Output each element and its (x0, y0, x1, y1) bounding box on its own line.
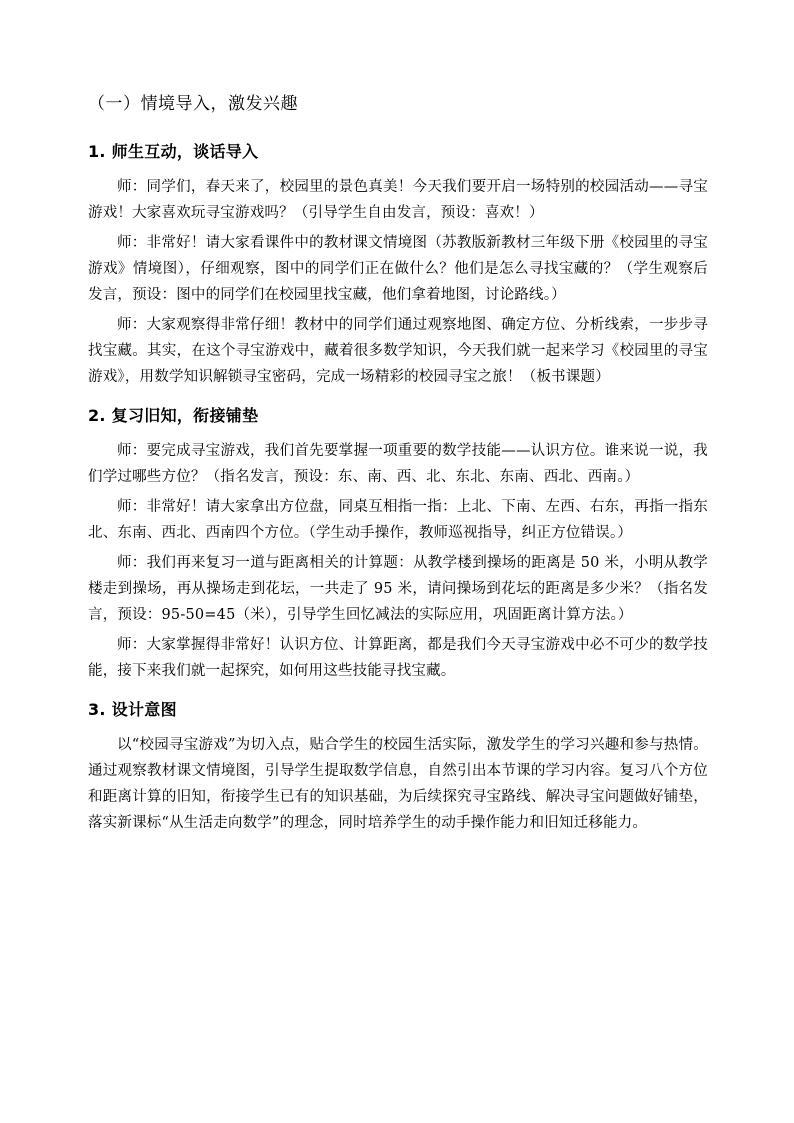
paragraph: 师：非常好！请大家看课件中的教材课文情境图（苏教版新教材三年级下册《校园里的寻宝游戏》情境图），仔细观察，图中的同学们正在做什么？他们是怎么寻找宝藏的？（学生观察后发言，预设：图中的同学们在校园里找宝藏，他们拿着地图，讨论路线。） (88, 235, 708, 303)
subsection-2 (88, 404, 708, 684)
paragraph: 师：大家掌握得非常好！认识方位、计算距离，都是我们今天寻宝游戏中必不可少的数学技能，接下来我们就一起探究，如何用这些技能寻找宝藏。 (88, 637, 708, 679)
paragraph: 师：同学们，春天来了，校园里的景色真美！今天我们要开启一场特别的校园活动——寻宝游戏！大家喜欢玩寻宝游戏吗？（引导学生自由发言，预设：喜欢！） (88, 179, 708, 221)
subsection-title: 1. 师生互动，谈话导入 (88, 142, 259, 161)
paragraph: 师：非常好！请大家拿出方位盘，同桌互相指一指：上北、下南、左西、右东，再指一指东北、东南、西北、西南四个方位。（学生动手操作，教师巡视指导，纠正方位错误。） (88, 499, 708, 541)
subsection-title: 2. 复习旧知，衔接铺垫 (88, 406, 259, 425)
section-heading: （一）情境导入，激发兴趣 (88, 94, 298, 114)
document-page (88, 92, 708, 850)
subsection-3 (88, 698, 708, 836)
subsection-1 (88, 140, 708, 390)
subsection-title: 3. 设计意图 (88, 700, 177, 719)
paragraph: 以“校园寻宝游戏”为切入点，贴合学生的校园生活实际，激发学生的学习兴趣和参与热情。通过观察教材课文情境图，引导学生提取数学信息，自然引出本节课的学习内容。复习八个方位和距离计算的旧知，衔接学生已有的知识基础，为后续探究寻宝路线、解决寻宝问题做好铺垫，落实新课标“从生活走向数学”的理念，同时培养学生的动手操作能力和旧知迁移能力。 (88, 737, 708, 831)
paragraph: 师：要完成寻宝游戏，我们首先要掌握一项重要的数学技能——认识方位。谁来说一说，我们学过哪些方位？（指名发言，预设：东、南、西、北、东北、东南、西北、西南。） (88, 443, 708, 485)
paragraph: 师：大家观察得非常仔细！教材中的同学们通过观察地图、确定方位、分析线索，一步步寻找宝藏。其实，在这个寻宝游戏中，藏着很多数学知识，今天我们就一起来学习《校园里的寻宝游戏》，用数学知识解锁寻宝密码，完成一场精彩的校园寻宝之旅！（板书课题） (88, 317, 708, 385)
paragraph: 师：我们再来复习一道与距离相关的计算题：从教学楼到操场的距离是 50 米，小明从教学楼走到操场，再从操场走到花坛，一共走了 95 米，请问操场到花坛的距离是多少米？（指名发言，预设：95-50=45（米），引导学生回忆减法的实际应用，巩固距离计算方法。） (88, 555, 708, 623)
